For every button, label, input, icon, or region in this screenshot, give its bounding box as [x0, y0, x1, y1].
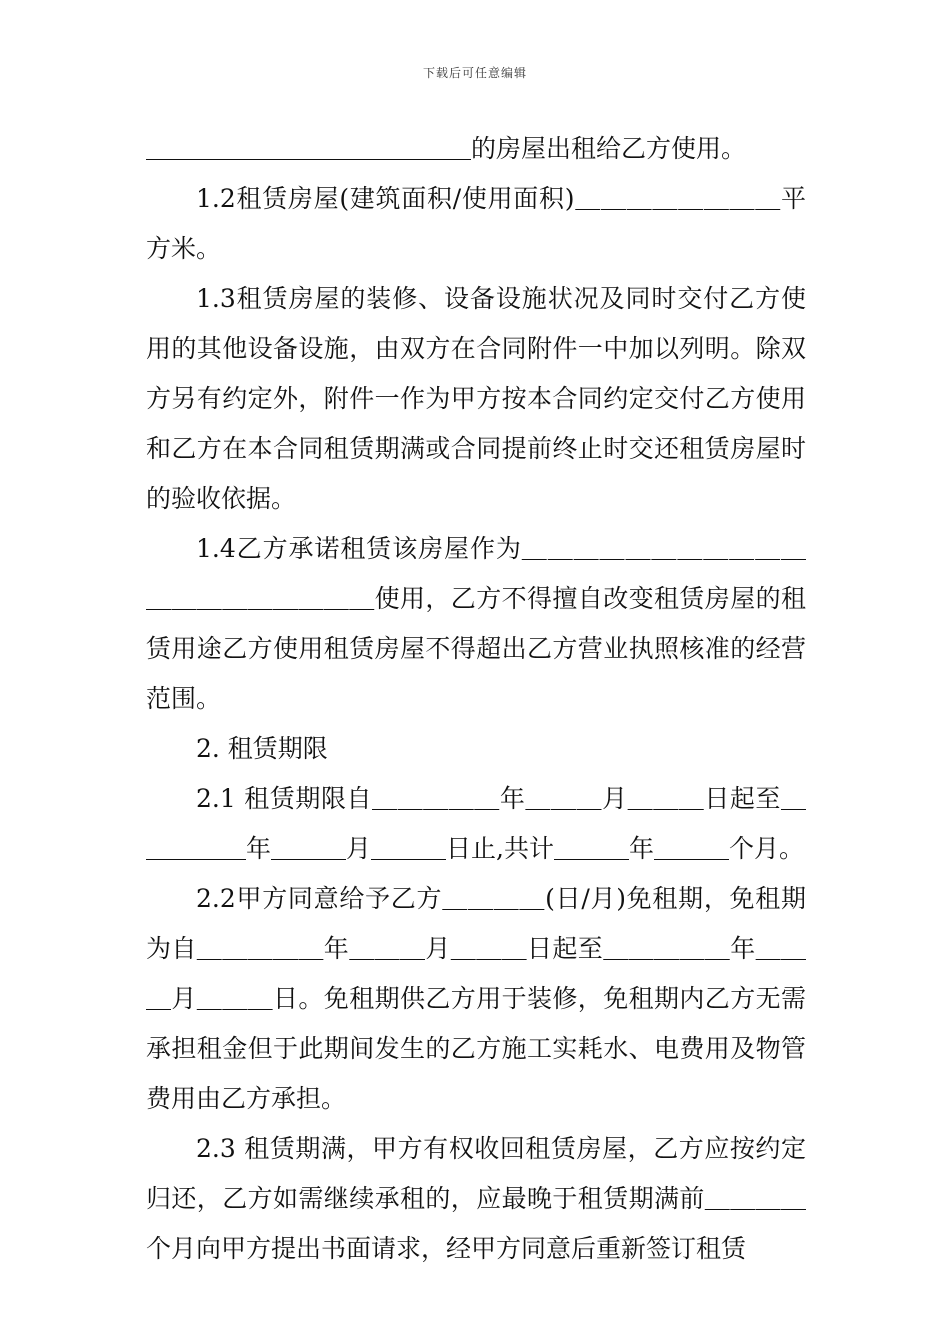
paragraph-2-1-term: 2.1 租赁期限自＿＿＿＿＿年＿＿＿月＿＿＿日起至＿＿＿＿＿年＿＿＿月＿＿＿日止,共计＿＿＿年＿＿＿个月。 — [146, 784, 806, 863]
paragraph-2-2-rent-free: 2.2甲方同意给予乙方＿＿＿＿(日/月)免租期，免租期为自＿＿＿＿＿年＿＿＿月＿＿＿日起至＿＿＿＿＿年＿＿＿月＿＿＿日。免租期供乙方用于装修，免租期内乙方无需承担租金但于此期间发生的乙方施工实耗水、电费用及物管费用由乙方承担。 — [146, 884, 806, 1113]
paragraph-premises-continuation: ＿＿＿＿＿＿＿＿＿＿＿＿＿的房屋出租给乙方使用。 — [146, 134, 747, 163]
paragraph-2-3-renewal: 2.3 租赁期满，甲方有权收回租赁房屋，乙方应按约定归还，乙方如需继续承租的，应最晚于租赁期满前＿＿＿＿个月向甲方提出书面请求，经甲方同意后重新签订租赁 — [146, 1134, 806, 1263]
contract-body — [146, 124, 806, 1274]
paragraph-1-2-area: 1.2租赁房屋(建筑面积/使用面积)＿＿＿＿＿＿＿＿平方米。 — [146, 184, 806, 263]
paragraph-1-3-facilities: 1.3租赁房屋的装修、设备设施状况及同时交付乙方使用的其他设备设施，由双方在合同附件一中加以列明。除双方另有约定外，附件一作为甲方按本合同约定交付乙方使用和乙方在本合同租赁期满或合同提前终止时交还租赁房屋时的验收依据。 — [146, 284, 806, 513]
page-header-note: 下载后可任意编辑 — [422, 66, 527, 80]
section-2-heading: 2. 租赁期限 — [196, 734, 328, 763]
paragraph-1-4-usage: 1.4乙方承诺租赁该房屋作为＿＿＿＿＿＿＿＿＿＿＿＿＿＿＿＿＿＿＿＿使用，乙方不得擅自改变租赁房屋的租赁用途乙方使用租赁房屋不得超出乙方营业执照核准的经营范围。 — [146, 534, 806, 713]
